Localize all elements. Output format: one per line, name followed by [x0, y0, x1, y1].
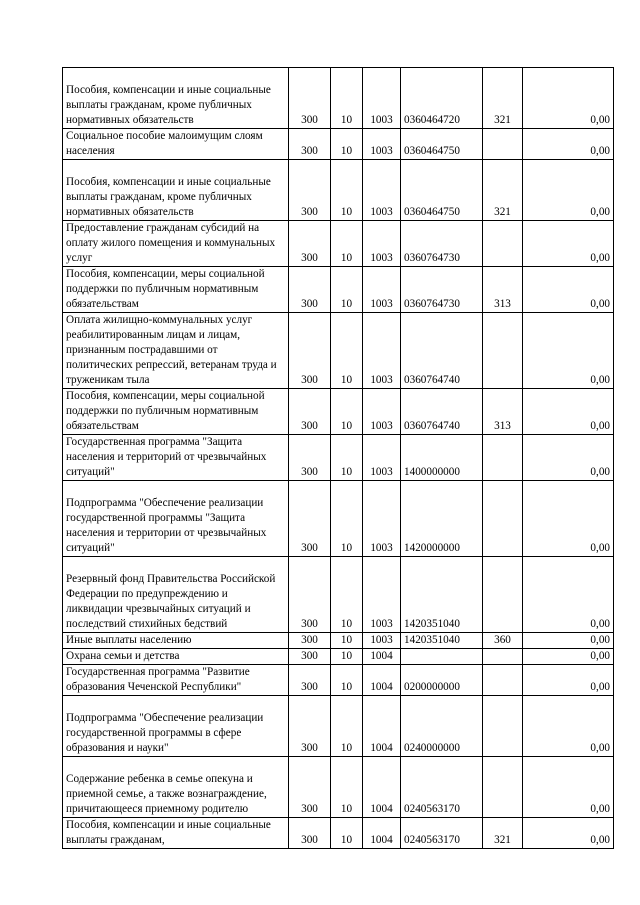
subsection-code-cell: 1003	[363, 68, 401, 129]
target-article-cell: 1420000000	[401, 481, 483, 557]
amount-cell: 0,00	[523, 68, 614, 129]
ministry-code-cell: 300	[289, 68, 331, 129]
row-name-cell: Социальное пособие малоимущим слоям населения	[63, 129, 289, 160]
amount-cell: 0,00	[523, 221, 614, 267]
target-article-cell	[401, 649, 483, 665]
section-code-cell: 10	[331, 389, 363, 435]
row-name-cell: Государственная программа "Развитие образования Чеченской Республики"	[63, 665, 289, 696]
subsection-code-cell: 1003	[363, 481, 401, 557]
section-code-cell: 10	[331, 696, 363, 757]
table-row	[63, 313, 614, 389]
expense-type-cell	[483, 221, 523, 267]
section-code-cell: 10	[331, 313, 363, 389]
subsection-code-cell: 1004	[363, 757, 401, 818]
row-name-cell: Иные выплаты населению	[63, 633, 289, 649]
ministry-code-cell: 300	[289, 757, 331, 818]
table-row	[63, 633, 614, 649]
table-row	[63, 818, 614, 849]
table-row	[63, 129, 614, 160]
row-name-cell: Подпрограмма "Обеспечение реализации государственной программы "Защита населения и территории от чрезвычайных ситуаций"	[63, 481, 289, 557]
row-name-cell: Резервный фонд Правительства Российской Федерации по предупреждению и ликвидации чрезвычайных ситуаций и последствий стихийных бедствий	[63, 557, 289, 633]
subsection-code-cell: 1003	[363, 557, 401, 633]
table-row	[63, 481, 614, 557]
table-row	[63, 221, 614, 267]
table-row	[63, 435, 614, 481]
target-article-cell: 0240563170	[401, 818, 483, 849]
target-article-cell: 0360764740	[401, 313, 483, 389]
expense-type-cell	[483, 665, 523, 696]
subsection-code-cell: 1003	[363, 267, 401, 313]
row-name-cell: Предоставление гражданам субсидий на оплату жилого помещения и коммунальных услуг	[63, 221, 289, 267]
row-name-cell: Охрана семьи и детства	[63, 649, 289, 665]
expense-type-cell	[483, 129, 523, 160]
table-row	[63, 649, 614, 665]
row-name-cell: Пособия, компенсации, меры социальной поддержки по публичным нормативным обязательствам	[63, 389, 289, 435]
table-row	[63, 757, 614, 818]
section-code-cell: 10	[331, 221, 363, 267]
amount-cell: 0,00	[523, 557, 614, 633]
target-article-cell: 1420351040	[401, 557, 483, 633]
amount-cell: 0,00	[523, 267, 614, 313]
subsection-code-cell: 1003	[363, 221, 401, 267]
subsection-code-cell: 1003	[363, 129, 401, 160]
section-code-cell: 10	[331, 68, 363, 129]
row-name-cell: Подпрограмма "Обеспечение реализации государственной программы в сфере образования и науки"	[63, 696, 289, 757]
ministry-code-cell: 300	[289, 129, 331, 160]
target-article-cell: 0360464720	[401, 68, 483, 129]
subsection-code-cell: 1003	[363, 313, 401, 389]
amount-cell: 0,00	[523, 313, 614, 389]
ministry-code-cell: 300	[289, 481, 331, 557]
ministry-code-cell: 300	[289, 818, 331, 849]
section-code-cell: 10	[331, 649, 363, 665]
amount-cell: 0,00	[523, 435, 614, 481]
section-code-cell: 10	[331, 481, 363, 557]
ministry-code-cell: 300	[289, 633, 331, 649]
amount-cell: 0,00	[523, 649, 614, 665]
target-article-cell: 0240563170	[401, 757, 483, 818]
ministry-code-cell: 300	[289, 221, 331, 267]
expense-type-cell	[483, 557, 523, 633]
row-name-cell: Пособия, компенсации, меры социальной поддержки по публичным нормативным обязательствам	[63, 267, 289, 313]
section-code-cell: 10	[331, 665, 363, 696]
subsection-code-cell: 1004	[363, 649, 401, 665]
table-row	[63, 68, 614, 129]
expense-type-cell: 321	[483, 160, 523, 221]
amount-cell: 0,00	[523, 129, 614, 160]
amount-cell: 0,00	[523, 818, 614, 849]
table-row	[63, 160, 614, 221]
target-article-cell: 0360764730	[401, 267, 483, 313]
table-row	[63, 267, 614, 313]
ministry-code-cell: 300	[289, 267, 331, 313]
subsection-code-cell: 1003	[363, 633, 401, 649]
subsection-code-cell: 1003	[363, 435, 401, 481]
row-name-cell: Государственная программа "Защита населения и территорий от чрезвычайных ситуаций"	[63, 435, 289, 481]
ministry-code-cell: 300	[289, 313, 331, 389]
table-row	[63, 557, 614, 633]
expense-type-cell: 321	[483, 818, 523, 849]
expense-type-cell: 313	[483, 267, 523, 313]
section-code-cell: 10	[331, 435, 363, 481]
amount-cell: 0,00	[523, 160, 614, 221]
expense-type-cell	[483, 757, 523, 818]
target-article-cell: 0360764730	[401, 221, 483, 267]
ministry-code-cell: 300	[289, 435, 331, 481]
target-article-cell: 1400000000	[401, 435, 483, 481]
expense-type-cell	[483, 649, 523, 665]
amount-cell: 0,00	[523, 633, 614, 649]
amount-cell: 0,00	[523, 389, 614, 435]
section-code-cell: 10	[331, 757, 363, 818]
target-article-cell: 0200000000	[401, 665, 483, 696]
amount-cell: 0,00	[523, 665, 614, 696]
expense-type-cell: 360	[483, 633, 523, 649]
ministry-code-cell: 300	[289, 649, 331, 665]
row-name-cell: Оплата жилищно-коммунальных услуг реабилитированным лицам и лицам, признанным пострадавшими от политических репрессий, ветеранам труда и труженикам тыла	[63, 313, 289, 389]
target-article-cell: 1420351040	[401, 633, 483, 649]
expense-type-cell	[483, 696, 523, 757]
subsection-code-cell: 1004	[363, 696, 401, 757]
expense-type-cell: 321	[483, 68, 523, 129]
ministry-code-cell: 300	[289, 389, 331, 435]
target-article-cell: 0360464750	[401, 129, 483, 160]
expense-type-cell	[483, 481, 523, 557]
expense-type-cell	[483, 313, 523, 389]
table-body	[63, 68, 614, 849]
amount-cell: 0,00	[523, 757, 614, 818]
row-name-cell: Пособия, компенсации и иные социальные выплаты гражданам,	[63, 818, 289, 849]
row-name-cell: Пособия, компенсации и иные социальные выплаты гражданам, кроме публичных нормативных обязательств	[63, 68, 289, 129]
ministry-code-cell: 300	[289, 557, 331, 633]
amount-cell: 0,00	[523, 696, 614, 757]
expense-type-cell	[483, 435, 523, 481]
target-article-cell: 0360764740	[401, 389, 483, 435]
section-code-cell: 10	[331, 267, 363, 313]
target-article-cell: 0240000000	[401, 696, 483, 757]
table-row	[63, 665, 614, 696]
subsection-code-cell: 1004	[363, 665, 401, 696]
subsection-code-cell: 1003	[363, 389, 401, 435]
subsection-code-cell: 1003	[363, 160, 401, 221]
section-code-cell: 10	[331, 633, 363, 649]
expense-type-cell: 313	[483, 389, 523, 435]
table-row	[63, 696, 614, 757]
target-article-cell: 0360464750	[401, 160, 483, 221]
ministry-code-cell: 300	[289, 696, 331, 757]
amount-cell: 0,00	[523, 481, 614, 557]
section-code-cell: 10	[331, 129, 363, 160]
ministry-code-cell: 300	[289, 665, 331, 696]
budget-table	[62, 67, 614, 849]
ministry-code-cell: 300	[289, 160, 331, 221]
section-code-cell: 10	[331, 557, 363, 633]
section-code-cell: 10	[331, 160, 363, 221]
subsection-code-cell: 1004	[363, 818, 401, 849]
row-name-cell: Содержание ребенка в семье опекуна и приемной семье, а также вознаграждение, причитающееся приемному родителю	[63, 757, 289, 818]
section-code-cell: 10	[331, 818, 363, 849]
row-name-cell: Пособия, компенсации и иные социальные выплаты гражданам, кроме публичных нормативных обязательств	[63, 160, 289, 221]
table-row	[63, 389, 614, 435]
